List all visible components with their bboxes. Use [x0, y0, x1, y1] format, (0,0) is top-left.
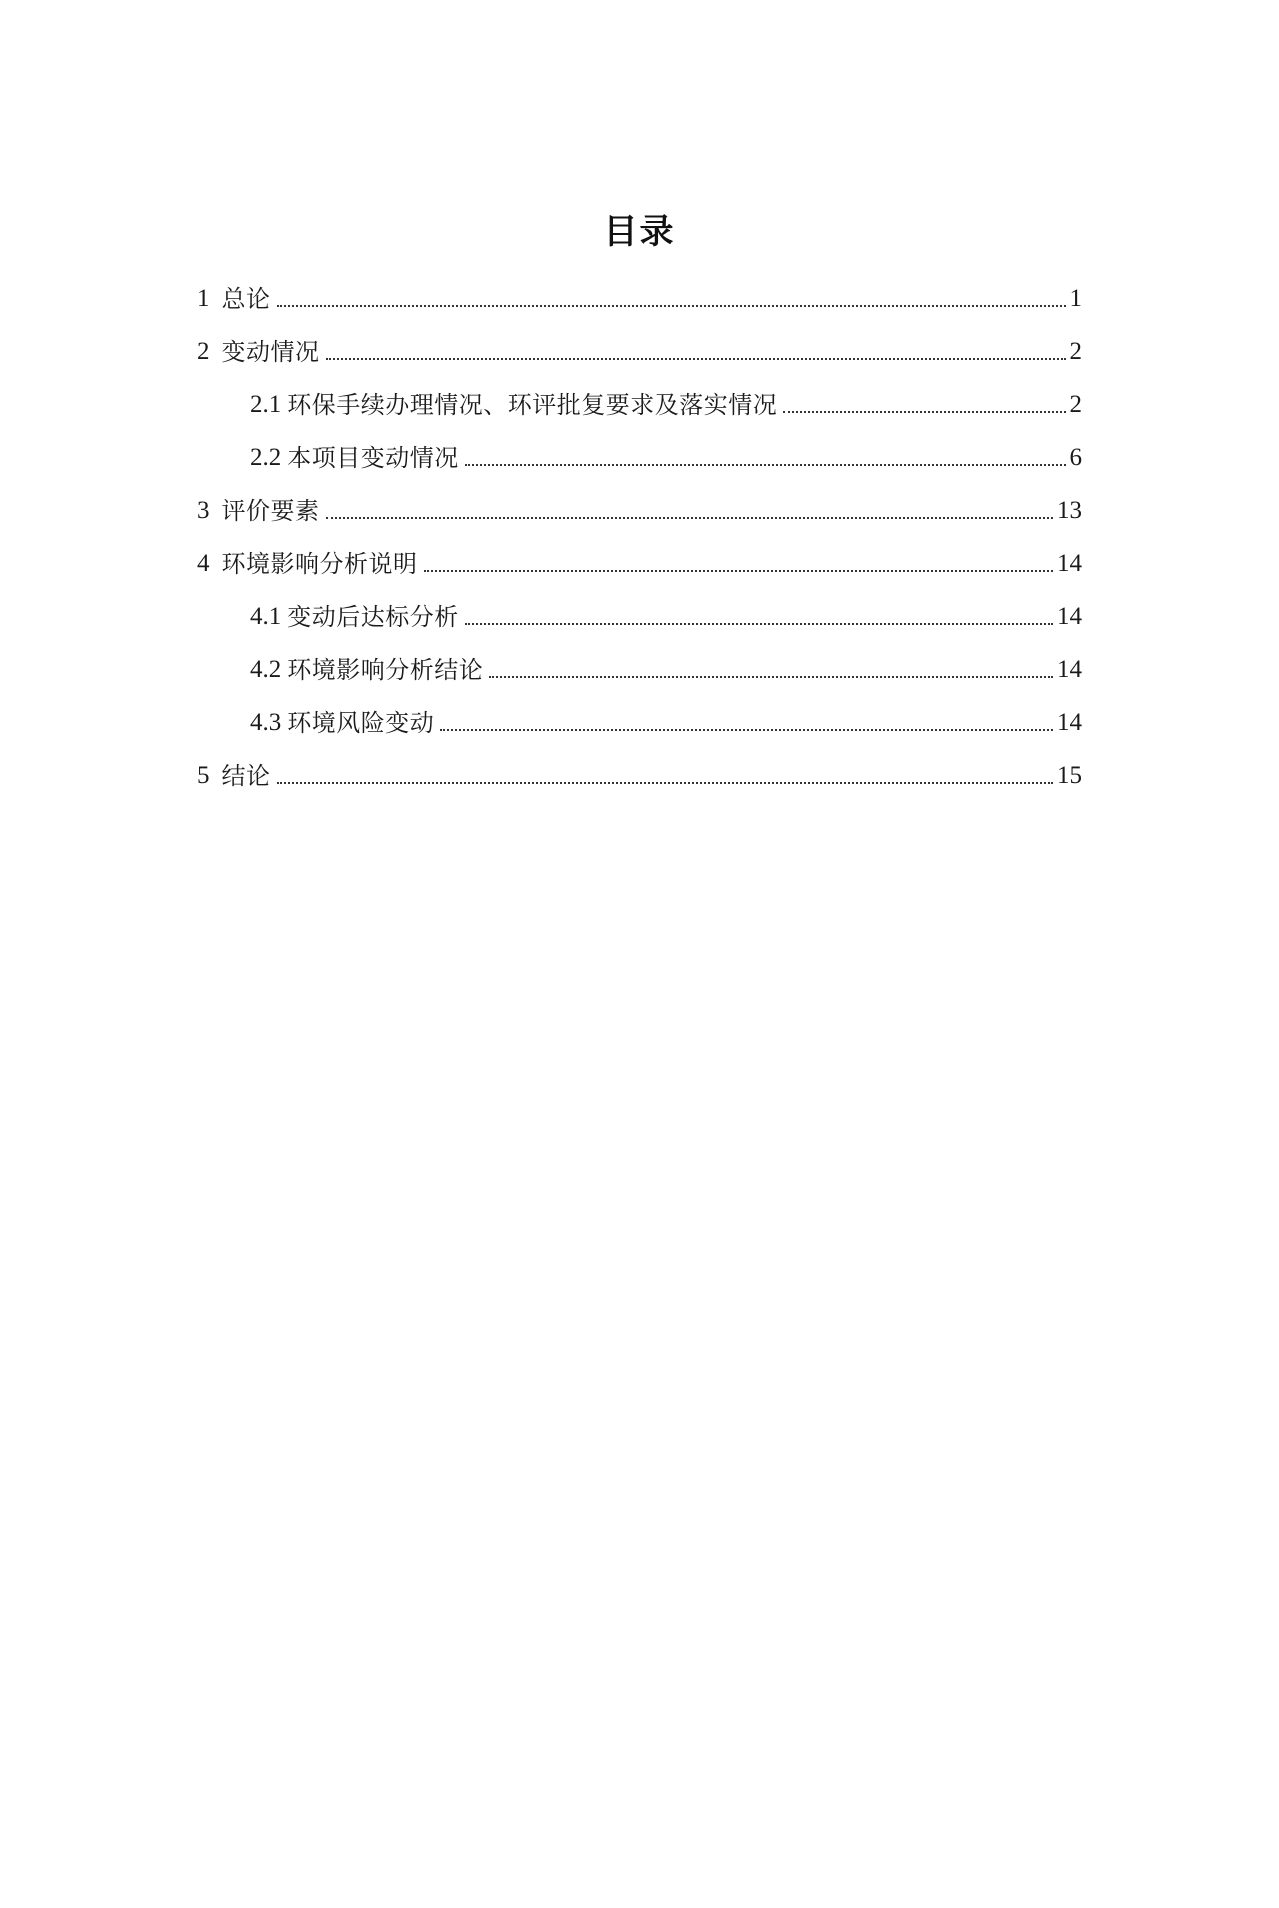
toc-entry-4-1[interactable] [250, 598, 1082, 632]
toc-dot-leader [465, 463, 1066, 466]
toc-entry-4[interactable] [197, 545, 1082, 579]
toc-entry-5[interactable] [197, 757, 1082, 791]
toc-entry-text: 环境影响分析结论 [287, 656, 484, 684]
toc-entry-page: 14 [1057, 603, 1082, 630]
toc-entry-text: 变动情况 [221, 338, 320, 366]
toc-entry-page: 2 [1069, 338, 1082, 365]
toc-dot-leader [424, 569, 1054, 572]
toc-entry-number: 4.2 [250, 656, 282, 683]
toc-entry-page: 1 [1069, 285, 1082, 312]
toc-dot-leader [783, 410, 1065, 413]
toc-entry-number: 4 [197, 550, 210, 577]
toc-entry-text: 本项目变动情况 [287, 444, 459, 472]
toc-entry-2[interactable] [197, 333, 1082, 367]
toc-entry-3[interactable] [197, 492, 1082, 526]
toc-entry-number: 1 [197, 285, 210, 312]
toc-entry-number: 4.1 [250, 603, 282, 630]
toc-entry-4-2[interactable] [250, 651, 1082, 685]
toc-entry-1[interactable] [197, 280, 1082, 314]
toc-entry-text: 总论 [221, 285, 271, 313]
toc-dot-leader [277, 304, 1066, 307]
toc-dot-leader [277, 781, 1054, 784]
toc-entry-2-1[interactable] [250, 386, 1082, 420]
toc-entry-page: 14 [1057, 709, 1082, 736]
toc-entry-text: 环境风险变动 [287, 709, 435, 737]
toc-dot-leader [326, 516, 1054, 519]
toc-entry-text: 环保手续办理情况、环评批复要求及落实情况 [287, 391, 778, 419]
toc-entry-2-2[interactable] [250, 439, 1082, 473]
toc-entry-text: 结论 [221, 762, 271, 790]
toc-entry-number: 3 [197, 497, 210, 524]
toc-entry-text: 评价要素 [221, 497, 320, 525]
toc-entry-number: 2.1 [250, 391, 282, 418]
toc-entry-text: 变动后达标分析 [287, 603, 459, 631]
toc-dot-leader [489, 675, 1053, 678]
toc-entry-text: 环境影响分析说明 [221, 550, 418, 578]
toc-entry-page: 14 [1057, 656, 1082, 683]
toc-entry-number: 4.3 [250, 709, 282, 736]
toc-entry-page: 13 [1057, 497, 1082, 524]
toc-entry-page: 2 [1069, 391, 1082, 418]
toc-entry-page: 15 [1057, 762, 1082, 789]
toc-entry-number: 2 [197, 338, 210, 365]
toc-dot-leader [465, 622, 1053, 625]
toc-entry-number: 5 [197, 762, 210, 789]
toc-title: 目录 [603, 212, 676, 252]
toc-entry-page: 14 [1057, 550, 1082, 577]
toc-dot-leader [326, 357, 1066, 360]
toc-dot-leader [440, 728, 1053, 731]
toc-entry-page: 6 [1069, 444, 1082, 471]
toc-entry-4-3[interactable] [250, 704, 1082, 738]
toc-entry-number: 2.2 [250, 444, 282, 471]
